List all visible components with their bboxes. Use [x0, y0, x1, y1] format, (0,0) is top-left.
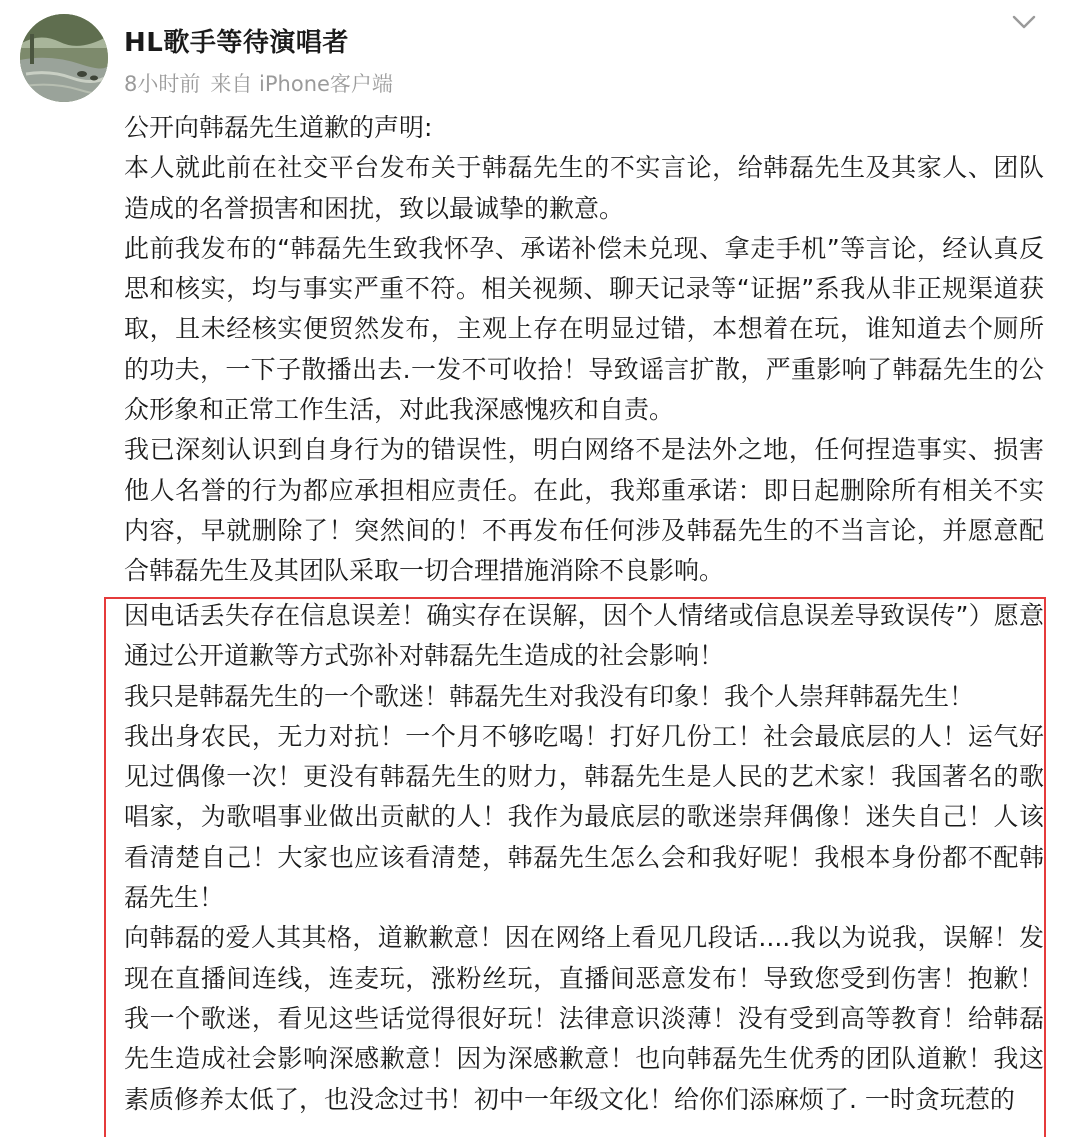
post-time: 8小时前: [124, 72, 201, 96]
avatar[interactable]: [20, 14, 108, 102]
highlighted-paragraph: 我出身农民，无力对抗！一个月不够吃喝！打好几份工！社会最底层的人！运气好见过偶像一次！更没有韩磊先生的财力，韩磊先生是人民的艺术家！我国著名的歌唱家，为歌唱事业做出贡献的人！我作为最底层的歌迷崇拜偶像！迷失自己！人该看清楚自己！大家也应该看清楚，韩磊先生怎么会和我好呢！我根本身份都不配韩磊先生！: [124, 721, 1044, 913]
post-paragraph: 此前我发布的“韩磊先生致我怀孕、承诺补偿未兑现、拿走手机”等言论，经认真反思和核实，均与事实严重不符。相关视频、聊天记录等“证据”系我从非正规渠道获取，且未经核实便贸然发布，主观上存在明显过错，本想着在玩，谁知道去个厕所的功夫，一下子散播出去.一发不可收拾！导致谣言扩散，严重影响了韩磊先生的公众形象和正常工作生活，对此我深感愧疚和自责。: [124, 233, 1044, 425]
post-paragraph: 我已深刻认识到自身行为的错误性，明白网络不是法外之地，任何捏造事实、损害他人名誉的行为都应承担相应责任。在此，我郑重承诺：即日起删除所有相关不实内容，早就删除了！突然间的！不再发布任何涉及韩磊先生的不当言论，并愿意配合韩磊先生及其团队采取一切合理措施消除不良影响。: [124, 435, 1044, 586]
highlighted-body: [124, 596, 1044, 1120]
post-paragraph: 本人就此前在社交平台发布关于韩磊先生的不实言论，给韩磊先生及其家人、团队造成的名誉损害和困扰，致以最诚挚的歉意。: [124, 153, 1044, 223]
highlighted-paragraph: 我只是韩磊先生的一个歌迷！韩磊先生对我没有印象！我个人崇拜韩磊先生！: [124, 681, 975, 711]
chevron-down-icon[interactable]: [1008, 8, 1040, 36]
highlighted-paragraph: 因电话丢失存在信息误差！确实存在误解，因个人情绪或信息误差导致误传”）愿意通过公开道歉等方式弥补对韩磊先生造成的社会影响！: [124, 601, 1044, 671]
post-body: [124, 108, 1044, 592]
post-meta: [124, 68, 393, 98]
post-source: 来自 iPhone客户端: [210, 72, 393, 96]
post-paragraph: 公开向韩磊先生道歉的声明:: [124, 113, 433, 142]
author-name[interactable]: HL歌手等待演唱者: [124, 28, 349, 58]
highlighted-paragraph: 向韩磊的爱人其其格，道歉歉意！因在网络上看见几段话....我以为说我，误解！发现在直播间连线，连麦玩，涨粉丝玩，直播间恶意发布！导致您受到伤害！抱歉！我一个歌迷，看见这些话觉得很好玩！法律意识淡薄！没有受到高等教育！给韩磊先生造成社会影响深感歉意！因为深感歉意！也向韩磊先生优秀的团队道歉！我这素质修养太低了，也没念过书！初中一年级文化！给你们添麻烦了. 一时贪玩惹的: [124, 923, 1044, 1114]
avatar-image-icon: [20, 14, 108, 102]
